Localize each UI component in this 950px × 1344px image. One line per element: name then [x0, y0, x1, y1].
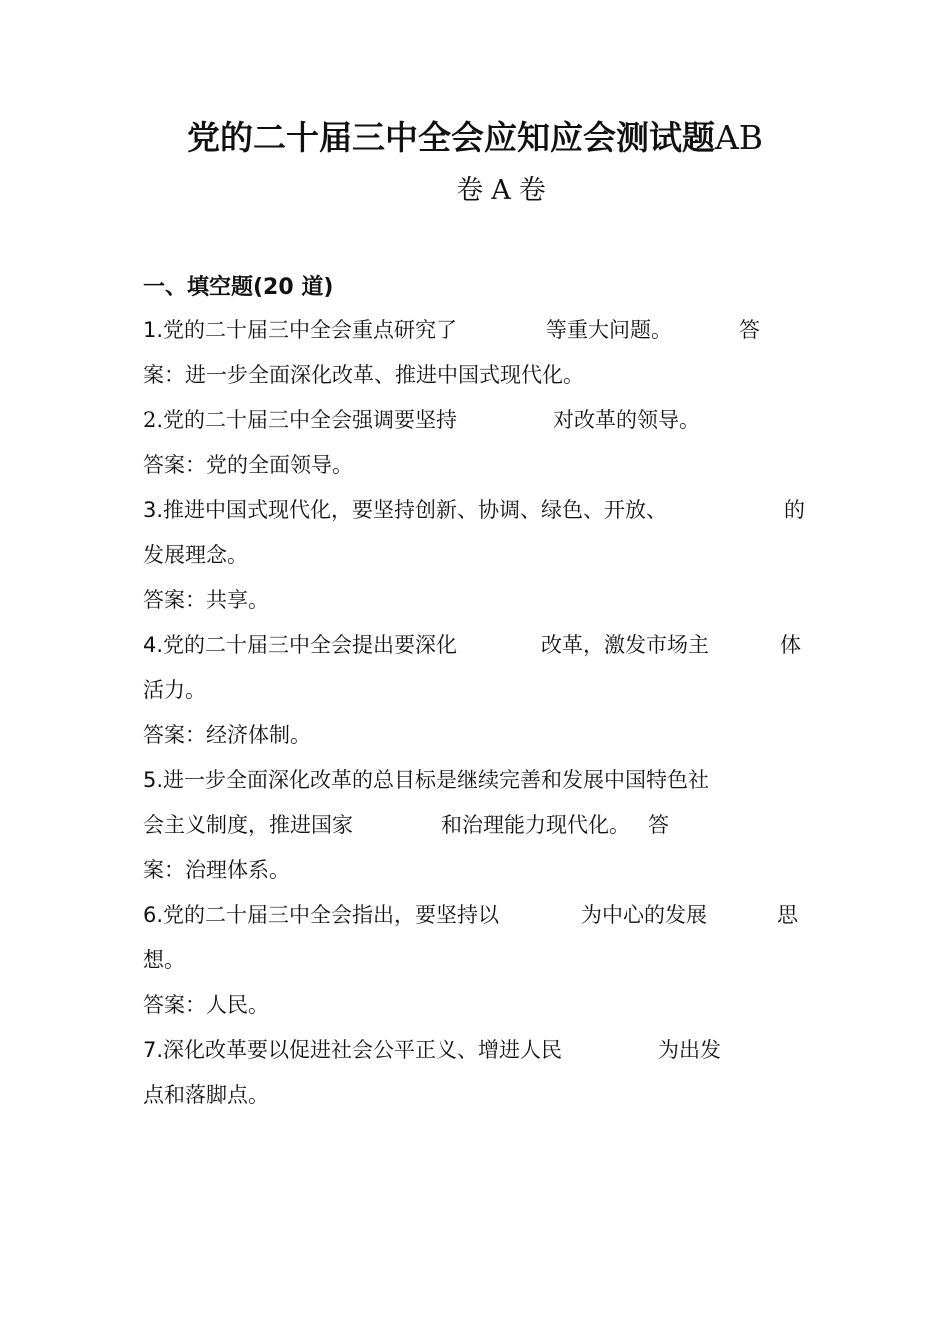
q6-text-2: 为中心的发展	[581, 903, 708, 927]
q5-answer: 案：治理体系。	[143, 858, 290, 882]
document-subtitle	[0, 168, 950, 207]
q7-text: 7.深化改革要以促进社会公平正义、增进人民	[143, 1038, 563, 1062]
q4-text-2: 改革，激发市场主	[541, 633, 710, 657]
question-5-line-2	[143, 808, 808, 853]
question-7-line-2	[143, 1078, 808, 1123]
q3-text-2: 的	[784, 498, 805, 522]
q6-text: 6.党的二十届三中全会指出，要坚持以	[143, 903, 500, 927]
q5-text: 5.进一步全面深化改革的总目标是继续完善和发展中国特色社	[143, 768, 710, 792]
document-body	[143, 270, 808, 1123]
q6-text-3: 思	[777, 903, 798, 927]
question-5-line-1	[143, 763, 808, 808]
q1-answer-label: 答	[739, 318, 760, 342]
question-4-line-2	[143, 673, 808, 718]
q6-text-4: 想。	[143, 948, 185, 972]
q2-text: 党的二十届三中全会强调要坚持	[163, 408, 458, 432]
q2-answer: 答案：党的全面领导。	[143, 453, 353, 477]
question-6-line-2	[143, 943, 808, 988]
subtitle-left: 卷	[456, 175, 484, 206]
q2-text-2: 对改革的领导。	[553, 408, 701, 432]
q7-text-2: 为出发	[658, 1038, 722, 1062]
document-title	[0, 112, 950, 159]
subtitle-mid: A	[491, 175, 511, 206]
q1-answer: 案：进一步全面深化改革、推进中国式现代化。	[143, 363, 584, 387]
q5-answer-label: 答	[648, 813, 669, 837]
q5-text-3: 和治理能力现代化。	[441, 813, 630, 837]
section-title: 一、填空题(20 道)	[143, 275, 334, 300]
q3-answer: 答案：共享。	[143, 588, 269, 612]
question-4-line-1	[143, 628, 808, 673]
question-7-line-1	[143, 1033, 808, 1078]
subtitle-right: 卷	[518, 175, 546, 206]
question-2-line-1	[143, 403, 808, 448]
q7-text-3: 点和落脚点。	[143, 1083, 269, 1107]
q3-text: 3.推进中国式现代化，要坚持创新、协调、绿色、开放、	[143, 498, 668, 522]
question-6-line-1	[143, 898, 808, 943]
question-2-answer	[143, 448, 808, 493]
question-3-line-1	[143, 493, 808, 538]
q3-text-3: 发展理念。	[143, 543, 248, 567]
q2-number: 2.	[143, 408, 164, 432]
q1-text-2: 等重大问题。	[546, 318, 673, 342]
question-3-answer	[143, 583, 808, 628]
question-6-answer	[143, 988, 808, 1033]
question-5-line-3	[143, 853, 808, 898]
q6-answer: 答案：人民。	[143, 993, 269, 1017]
title-suffix: AB	[714, 118, 764, 157]
question-3-line-2	[143, 538, 808, 583]
q1-text: 1.党的二十届三中全会重点研究了	[143, 318, 458, 342]
question-1-line-1	[143, 313, 808, 358]
q4-text-3: 体	[780, 633, 801, 657]
title-main-text: 党的二十届三中全会应知应会测试题	[186, 118, 715, 157]
q5-text-2: 会主义制度，推进国家	[143, 813, 353, 837]
q4-answer: 答案：经济体制。	[143, 723, 311, 747]
question-1-line-2	[143, 358, 808, 403]
question-4-answer	[143, 718, 808, 763]
q4-text-4: 活力。	[143, 678, 206, 702]
q4-text: 4.党的二十届三中全会提出要深化	[143, 633, 458, 657]
